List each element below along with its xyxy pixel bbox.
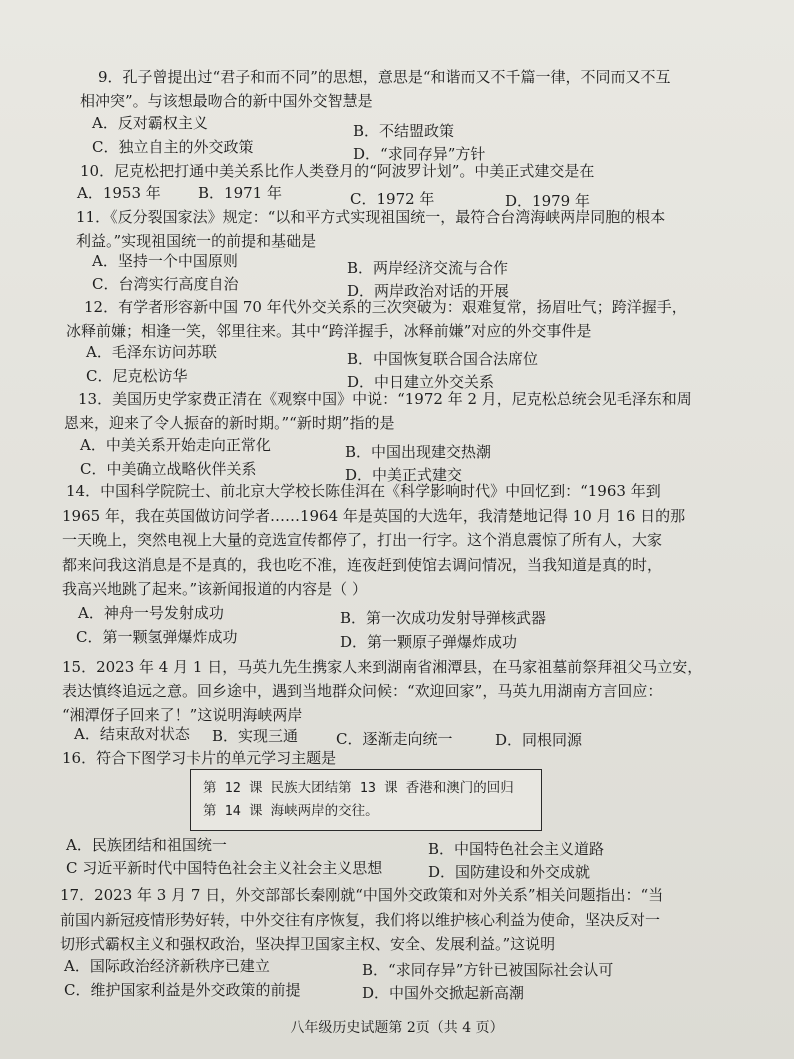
question-text: 11．《反分裂国家法》规定：“以和平方式实现祖国统一，最符合台湾海峡两岸同胞的根本 <box>76 208 666 226</box>
question-text: 表达慎终追远之意。回乡途中，遇到当地群众问候：“欢迎回家”，马英九用湖南方言回应： <box>62 682 663 700</box>
option-b: B．两岸经济交流与合作 <box>347 259 509 277</box>
question-text: “湘潭伢子回来了！”这说明海峡两岸 <box>62 706 303 724</box>
option-d: D．同根同源 <box>495 731 583 749</box>
option-a: A．毛泽东访问苏联 <box>86 343 217 361</box>
question-text: 17．2023 年 3 月 7 日，外交部部长秦刚就“中国外交政策和对外关系”相关问题指出：“当 <box>60 886 664 904</box>
option-b: B．第一次成功发射导弹核武器 <box>340 609 547 627</box>
option-b: B．中国出现建交热潮 <box>345 443 492 461</box>
question-text: 16．符合下图学习卡片的单元学习主题是 <box>62 749 337 767</box>
study-card <box>190 769 542 831</box>
option-a: A．中美关系开始走向正常化 <box>80 436 271 454</box>
option-a: A．坚持一个中国原则 <box>92 252 238 270</box>
question-text: 恩来，迎来了令人振奋的新时期。”“新时期”指的是 <box>64 414 395 432</box>
option-a: A．国际政治经济新秩序已建立 <box>64 957 270 975</box>
option-d: D．中美正式建交 <box>345 466 463 484</box>
question-text: 前国内新冠疫情形势好转，中外交往有序恢复，我们将以维护核心利益为使命，坚决反对一 <box>60 911 661 929</box>
option-a: A．神舟一号发射成功 <box>78 604 224 622</box>
option-c: C．尼克松访华 <box>86 367 188 385</box>
study-card-line: 第 14 课 海峡两岸的交往。 <box>203 803 379 819</box>
page-footer: 八年级历史试题第 2页（共 4 页） <box>290 1020 504 1036</box>
question-text: 14．中国科学院院士、前北京大学校长陈佳洱在《科学影响时代》中回忆到：“1963 年到 <box>66 482 661 500</box>
question-text: 利益。”实现祖国统一的前提和基础是 <box>76 232 317 250</box>
question-text: 冰释前嫌；相逢一笑，邻里往来。其中“跨洋握手，冰释前嫌”对应的外交事件是 <box>66 322 592 340</box>
question-text: 12．有学者形容新中国 70 年代外交关系的三次突破为：艰难复常，扬眉吐气；跨洋握手， <box>84 298 687 316</box>
study-card-line: 第 12 课 民族大团结第 13 课 香港和澳门的回归 <box>203 780 514 796</box>
question-text: 13．美国历史学家费正清在《观察中国》中说：“1972 年 2 月，尼克松总统会见毛泽东和周 <box>78 390 692 408</box>
option-c: C．中美确立战略伙伴关系 <box>80 460 257 478</box>
option-b: B．中国特色社会主义道路 <box>428 840 605 858</box>
option-c: C．1972 年 <box>350 190 435 208</box>
question-text: 9．孔子曾提出过“君子和而不同”的思想，意思是“和谐而又不千篇一律，不同而又不互 <box>98 68 671 86</box>
option-b: B．中国恢复联合国合法席位 <box>347 350 539 368</box>
option-c: C．台湾实行高度自治 <box>92 275 239 293</box>
question-text: 都来问我这消息是不是真的，我也吃不准，连夜赶到使馆去调问情况，当我知道是真的时， <box>62 556 663 574</box>
option-c: C 习近平新时代中国特色社会主义社会主义思想 <box>66 859 383 877</box>
option-d: D．“求同存异”方针 <box>353 145 486 163</box>
question-text: 10．尼克松把打通中美关系比作人类登月的“阿波罗计划”。中美正式建交是在 <box>80 162 595 180</box>
option-a: A．民族团结和祖国统一 <box>66 836 227 854</box>
option-d: D．中日建立外交关系 <box>347 373 495 391</box>
option-a: A．1953 年 <box>77 184 161 202</box>
option-c: C．第一颗氢弹爆炸成功 <box>76 628 238 646</box>
option-b: B．实现三通 <box>212 727 299 745</box>
question-text: 我高兴地跳了起来。”该新闻报道的内容是（ ） <box>62 580 367 598</box>
option-c: C．独立自主的外交政策 <box>92 138 254 156</box>
question-text: 切形式霸权主义和强权政治，坚决捍卫国家主权、安全、发展利益。”这说明 <box>60 935 556 953</box>
question-text: 1965 年，我在英国做访问学者……1964 年是英国的大选年，我清楚地记得 10 月 16 日的那 <box>62 507 686 525</box>
option-d: D．1979 年 <box>505 192 590 210</box>
option-b: B．1971 年 <box>198 184 282 202</box>
option-d: D．中国外交掀起新高潮 <box>362 984 525 1002</box>
option-d: D．第一颗原子弹爆炸成功 <box>340 633 518 651</box>
question-text: 相冲突”。与该想最吻合的新中国外交智慧是 <box>80 92 373 110</box>
option-a: A．反对霸权主义 <box>92 114 208 132</box>
option-c: C．维护国家利益是外交政策的前提 <box>64 981 301 999</box>
option-d: D．国防建设和外交成就 <box>428 863 591 881</box>
option-a: A．结束敌对状态 <box>74 725 190 743</box>
question-text: 一天晚上，突然电视上大量的竞选宣传都停了，打出一行字。这个消息震惊了所有人，大家 <box>62 531 663 549</box>
option-b: B．“求同存异”方针已被国际社会认可 <box>362 961 614 979</box>
option-c: C．逐渐走向统一 <box>336 730 453 748</box>
option-b: B．不结盟政策 <box>353 122 455 140</box>
option-d: D．两岸政治对话的开展 <box>347 282 510 300</box>
question-text: 15．2023 年 4 月 1 日，马英九先生携家人来到湖南省湘潭县，在马家祖墓前祭拜祖父马立安， <box>62 658 703 676</box>
